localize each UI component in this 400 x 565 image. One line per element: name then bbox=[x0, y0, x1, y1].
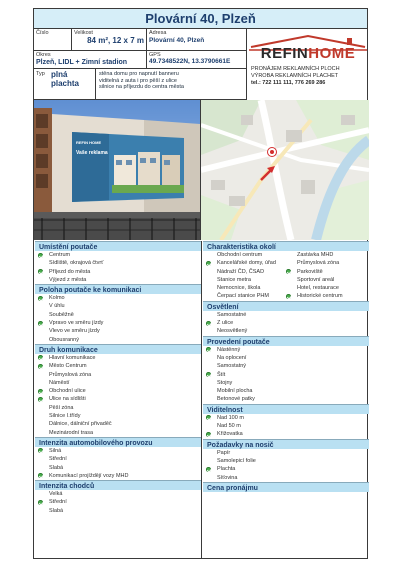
list-item: Sportovní areál bbox=[297, 276, 335, 283]
section-umisteni bbox=[35, 241, 201, 284]
checked-item: Komunikací projíždějí vozy MHD bbox=[35, 472, 201, 480]
list-item: Neosvětlený bbox=[217, 328, 248, 335]
list-item: Obousranný bbox=[49, 336, 79, 343]
section-osvetleni-list bbox=[203, 311, 369, 336]
popis-line-3: silnice na příjezdu do centra města bbox=[99, 84, 184, 90]
section-druh-head: Druh komunikace bbox=[35, 344, 201, 354]
popis-cell bbox=[96, 69, 247, 100]
section-pozadavky-head: Požadavky na nosič bbox=[203, 439, 369, 449]
checked-item: Střední bbox=[35, 498, 201, 506]
surroundings-row bbox=[203, 276, 369, 284]
section-viditelnost-list bbox=[203, 414, 369, 439]
list-item: Dálnice, dálniční přivaděč bbox=[49, 421, 112, 428]
list-item: V úhlu bbox=[49, 303, 65, 310]
logo-word-refin: REFIN bbox=[260, 45, 309, 62]
gps-label: GPS bbox=[149, 52, 161, 58]
location-map bbox=[201, 100, 369, 240]
section-poloha-head: Poloha poutače ke komunikaci bbox=[35, 284, 201, 294]
section-pozadavky bbox=[203, 439, 369, 482]
list-item: Hotel, restaurace bbox=[297, 285, 339, 292]
section-poloha-list bbox=[35, 294, 201, 344]
company-logo bbox=[247, 29, 369, 100]
list-item: Výjezd z města bbox=[49, 276, 87, 283]
logo-wordmark bbox=[247, 46, 369, 62]
list-item: Stanice metra bbox=[217, 276, 251, 283]
checked-item: Parkoviště bbox=[283, 268, 323, 276]
section-cena bbox=[203, 482, 369, 492]
checked-item: Plachta bbox=[203, 465, 369, 473]
list-item: Sídliště, okrajová čtvrť bbox=[49, 260, 104, 267]
list-item: Na oplocení bbox=[217, 354, 247, 361]
cislo-label: Číslo bbox=[36, 30, 49, 36]
checked-item: Nástěnný bbox=[203, 346, 369, 354]
section-viditelnost-head: Viditelnost bbox=[203, 404, 369, 414]
list-item: Papír bbox=[217, 449, 231, 456]
okres-label: Okres bbox=[36, 52, 51, 58]
velikost-value: 84 m², 12 x 7 m bbox=[87, 36, 144, 45]
cislo-cell bbox=[34, 29, 72, 51]
list-item: Mezinárodní trasa bbox=[49, 429, 94, 436]
section-provedeni-head: Provedení poutače bbox=[203, 336, 369, 346]
okres-value: Plzeň, LIDL + Zimní stadion bbox=[36, 59, 128, 66]
surroundings-row bbox=[203, 292, 369, 300]
banner-brand-text: REFIN HOME bbox=[76, 140, 102, 145]
section-druh-list bbox=[35, 354, 201, 437]
checked-item: Ulice na sídlišti bbox=[35, 395, 201, 403]
checked-item: Příjezd do města bbox=[35, 268, 201, 276]
section-umisteni-list bbox=[35, 251, 201, 284]
checked-item: Historické centrum bbox=[283, 292, 343, 300]
checked-item: Křižovatka bbox=[203, 430, 369, 438]
checked-item: Štít bbox=[203, 371, 369, 379]
section-intenzita-chodcu-head: Intenzita chodců bbox=[35, 480, 201, 490]
section-intenzita-auto-head: Intenzita automobilového provozu bbox=[35, 437, 201, 447]
list-item: Stojny bbox=[217, 379, 233, 386]
typ-cell bbox=[34, 69, 96, 100]
list-item: Betonové patky bbox=[217, 396, 255, 403]
popis-line-1: stěna domu pro napnutí banneru bbox=[99, 71, 179, 77]
list-item: Slabá bbox=[49, 507, 64, 514]
gps-cell bbox=[147, 51, 247, 69]
section-charakteristika bbox=[203, 241, 369, 301]
list-item: Nemocnice, škola bbox=[217, 285, 261, 292]
photos-row bbox=[34, 100, 369, 240]
section-provedeni bbox=[203, 336, 369, 404]
list-item: Samostatné bbox=[217, 311, 247, 318]
adresa-label: Adresa bbox=[149, 30, 167, 36]
left-column bbox=[35, 241, 201, 515]
checked-item: Silná bbox=[35, 447, 201, 455]
section-intenzita-auto-list bbox=[35, 447, 201, 480]
velikost-label: Velikost bbox=[74, 30, 93, 36]
checked-item: Hlavní komunikace bbox=[35, 354, 201, 362]
section-umisteni-head: Umístění poutače bbox=[35, 241, 201, 251]
checked-item: Obchodní ulice bbox=[35, 387, 201, 395]
billboard-sheet bbox=[33, 8, 368, 559]
logo-phone: tel.: 722 111 111, 776 269 286 bbox=[251, 80, 326, 86]
surroundings-row bbox=[203, 259, 369, 267]
list-item: Samolepicí folie bbox=[217, 457, 256, 464]
list-item: Průmyslová zóna bbox=[49, 371, 92, 378]
logo-tagline bbox=[251, 66, 340, 87]
surroundings-row bbox=[203, 268, 369, 276]
map-pin-icon bbox=[267, 147, 277, 159]
list-item: Nad 50 m bbox=[217, 423, 241, 430]
velikost-cell bbox=[72, 29, 147, 51]
building-photo bbox=[34, 100, 200, 240]
list-item: Silnice I.třídy bbox=[49, 413, 81, 420]
typ-value: plná plachta bbox=[51, 70, 80, 88]
section-charakteristika-head: Charakteristika okolí bbox=[203, 241, 369, 251]
typ-label: Typ bbox=[36, 71, 45, 77]
gps-value: 49.7348522N, 13.3790661E bbox=[149, 58, 231, 65]
checked-item: Nad 100 m bbox=[203, 414, 369, 422]
checked-item: Město Centrum bbox=[35, 362, 201, 370]
section-pozadavky-list bbox=[203, 449, 369, 482]
section-intenzita-chodcu bbox=[35, 480, 201, 515]
section-intenzita-chodcu-list bbox=[35, 490, 201, 515]
list-item: Velká bbox=[49, 491, 63, 498]
adresa-cell bbox=[147, 29, 247, 51]
section-poloha bbox=[35, 284, 201, 344]
section-provedeni-list bbox=[203, 346, 369, 404]
page-title: Plovární 40, Plzeň bbox=[34, 9, 367, 29]
list-item: Souběžně bbox=[49, 311, 74, 318]
surroundings-row bbox=[203, 284, 369, 292]
section-viditelnost bbox=[203, 404, 369, 439]
list-item: Obchodní centrum bbox=[217, 252, 263, 258]
section-charakteristika-list bbox=[203, 251, 369, 301]
logo-word-home: HOME bbox=[308, 45, 356, 62]
checked-item: Kancelářské domy, úřad bbox=[203, 259, 276, 267]
checked-item: Z ulice bbox=[203, 319, 369, 327]
banner-headline-text: Vaše reklama bbox=[76, 150, 108, 156]
section-cena-head: Cena pronájmu bbox=[203, 482, 369, 492]
section-druh bbox=[35, 344, 201, 437]
section-osvetleni-head: Osvětlení bbox=[203, 301, 369, 311]
list-item: Náměstí bbox=[49, 379, 70, 386]
list-item: Průmyslová zóna bbox=[297, 260, 340, 267]
okres-cell bbox=[34, 51, 147, 69]
section-osvetleni bbox=[203, 301, 369, 336]
checked-item: Centrum bbox=[35, 251, 201, 259]
logo-line-2: VÝROBA REKLAMNÍCH PLACHET bbox=[251, 73, 339, 79]
logo-line-1: PRONÁJEM REKLAMNÍCH PLOCH bbox=[251, 66, 340, 72]
checked-item: Vpravo ve směru jízdy bbox=[35, 319, 201, 327]
surroundings-row bbox=[203, 251, 369, 259]
right-column bbox=[203, 241, 369, 492]
list-item: Síťovina bbox=[217, 474, 238, 481]
list-item: Zastávka MHD bbox=[297, 252, 334, 258]
checked-item: Kolmo bbox=[35, 294, 201, 302]
list-item: Pěší zóna bbox=[49, 404, 74, 411]
list-item: Střední bbox=[49, 456, 67, 463]
popis-line-2: viditelná z auta i pro pěší z ulice bbox=[99, 77, 177, 84]
list-item: Samostatný bbox=[217, 363, 247, 370]
column-divider bbox=[201, 241, 202, 559]
list-item: Slabá bbox=[49, 464, 64, 471]
list-item: Mobilní plocha bbox=[217, 388, 253, 395]
section-intenzita-auto bbox=[35, 437, 201, 480]
list-item: Čerpací stanice PHM bbox=[217, 293, 269, 300]
list-item: Vlevo ve směru jízdy bbox=[49, 328, 100, 335]
adresa-value: Plovární 40, Plzeň bbox=[149, 37, 205, 44]
list-item: Nádraží ČD, ČSAD bbox=[217, 268, 265, 275]
